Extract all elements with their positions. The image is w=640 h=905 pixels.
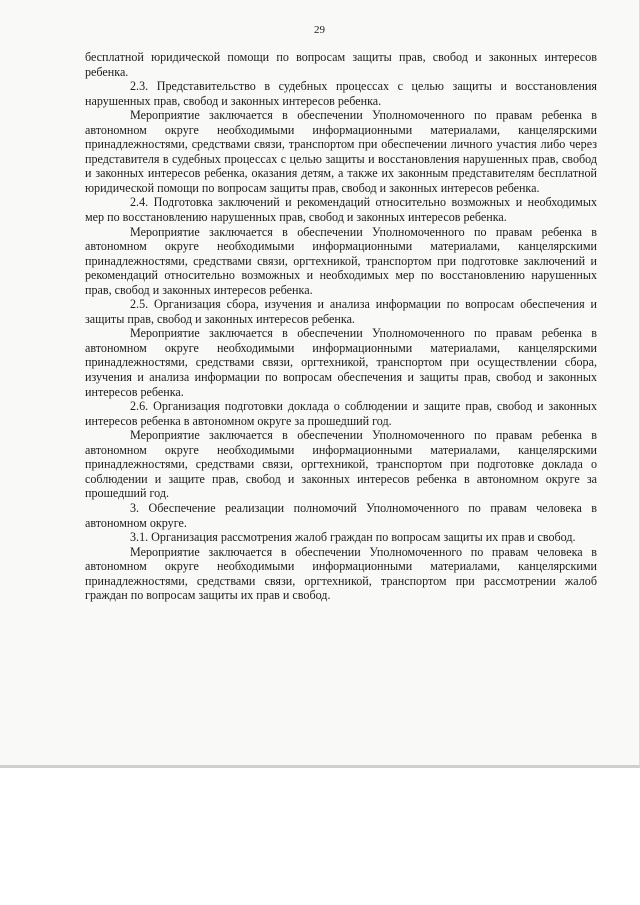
paragraph-heading-3: 3. Обеспечение реализации полномочий Уполномоченного по правам человека в автономном округе. [85,500,597,530]
paragraph-heading-2-6: 2.6. Организация подготовки доклада о соблюдении и защите прав, свобод и законных интересов ребенка в автономном округе за прошедший год. [85,399,597,428]
page-number: 29 [314,24,325,36]
paragraph-body: Мероприятие заключается в обеспечении Уполномоченного по правам ребенка в автономном округе необходимыми информационными материалами, канцелярскими принадлежностями, средствами связи, оргтехникой, транспортом при подготовке доклада о соблюдении и защите прав, свобод и законных интересов ребенка в автономном округе за прошедший год. [85,428,597,501]
paragraph-heading-3-1: 3.1. Организация рассмотрения жалоб граждан по вопросам защиты их прав и свобод. [130,530,576,545]
paragraph-body: Мероприятие заключается в обеспечении Уполномоченного по правам ребенка в автономном округе необходимыми информационными материалами, канцелярскими принадлежностями, средствами связи, оргтехникой, транспортом при подготовке заключений и рекомендаций относительно возможных и необходимых мер по восстановлению нарушенных прав, свобод и законных интересов ребенка. [85,224,597,297]
paragraph-body: Мероприятие заключается в обеспечении Уполномоченного по правам ребенка в автономном округе необходимыми информационными материалами, канцелярскими принадлежностями, средствами связи, транспортом при обеспечении личного участия либо через представителя в судебных процессах с целью защиты и восстановления нарушенных прав, свобод и законных интересов ребенка, оказания детям, а также их законным представителям бесплатной юридической помощи по вопросам защиты прав, свобод и законных интересов ребенка. [85,108,597,195]
paragraph-heading-2-3: 2.3. Представительство в судебных процессах с целью защиты и восстановления нарушенных прав, свобод и законных интересов ребенка. [85,79,597,108]
paragraph-body: Мероприятие заключается в обеспечении Уполномоченного по правам человека в автономном округе необходимыми информационными материалами, канцелярскими принадлежностями, средствами связи, оргтехникой, транспортом при рассмотрении жалоб граждан по вопросам защиты их прав и свобод. [85,544,597,603]
paragraph-heading-2-4: 2.4. Подготовка заключений и рекомендаций относительно возможных и необходимых мер по восстановлению нарушенных прав, свобод и законных интересов ребенка. [85,195,597,225]
paragraph-body: Мероприятие заключается в обеспечении Уполномоченного по правам ребенка в автономном округе необходимыми информационными материалами, канцелярскими принадлежностями, средствами связи, оргтехникой, транспортом при осуществлении сбора, изучения и анализа информации по вопросам обеспечения и защиты прав, свобод и законных интересов ребенка. [85,326,597,399]
paragraph-continuation: бесплатной юридической помощи по вопросам защиты прав, свобод и законных интересов ребенка. [85,50,597,79]
document-body [85,50,597,603]
paragraph-heading-2-5: 2.5. Организация сбора, изучения и анализа информации по вопросам обеспечения и защиты прав, свобод и законных интересов ребенка. [85,297,597,326]
